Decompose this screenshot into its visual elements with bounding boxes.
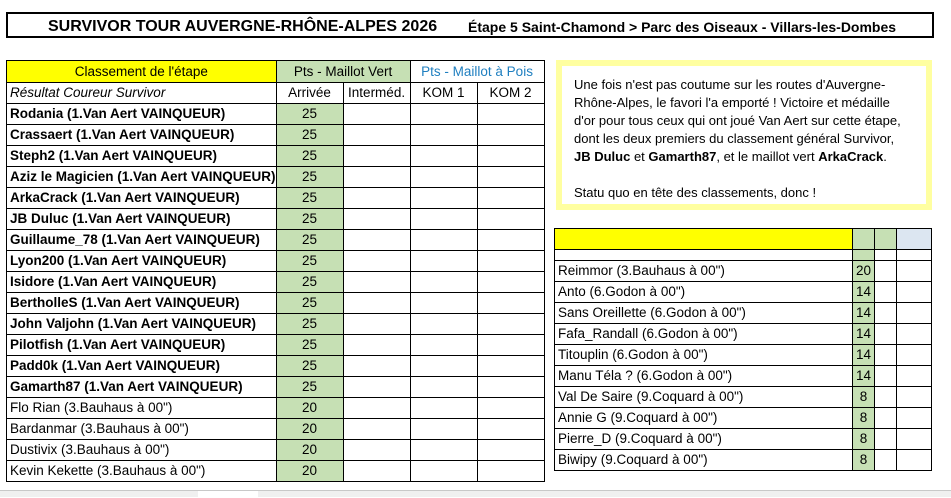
rider-name: Gamarth87 (1.Van Aert VAINQUEUR) — [7, 377, 277, 398]
empty-cell — [343, 356, 410, 377]
spacer-cell — [853, 250, 875, 261]
empty-cell — [897, 303, 932, 324]
empty-cell — [343, 461, 410, 482]
empty-cell — [343, 314, 410, 335]
rider-points: 25 — [276, 356, 343, 377]
table-row — [7, 419, 545, 440]
empty-cell — [477, 209, 544, 230]
empty-cell — [875, 345, 897, 366]
table-row — [7, 146, 545, 167]
empty-cell — [343, 440, 410, 461]
empty-cell — [410, 419, 477, 440]
empty-cell — [477, 440, 544, 461]
rider-points: 8 — [853, 429, 875, 450]
empty-cell — [343, 335, 410, 356]
empty-cell — [343, 188, 410, 209]
rider-points: 25 — [276, 125, 343, 146]
rider-name: Rodania (1.Van Aert VAINQUEUR) — [7, 104, 277, 125]
empty-cell — [477, 419, 544, 440]
rider-name: Bardanmar (3.Bauhaus à 00") — [7, 419, 277, 440]
empty-cell — [410, 230, 477, 251]
side-header-intermed — [875, 229, 897, 250]
table-row — [555, 387, 932, 408]
table-row — [7, 230, 545, 251]
rider-points: 25 — [276, 209, 343, 230]
rider-name: Sans Oreillette (6.Godon à 00") — [555, 303, 853, 324]
rider-points: 20 — [276, 461, 343, 482]
empty-cell — [410, 167, 477, 188]
comment-text-part: Une fois n'est pas coutume sur les routes d'Auvergne-Rhône-Alpes, le favori l'a emporté ! Victoire et médaille d'or pour tous ceux qui ont joué Van Aert sur cette étape, dont les deux premiers du classement général Survivor, — [574, 77, 901, 146]
table-row — [7, 293, 545, 314]
empty-cell — [477, 167, 544, 188]
spacer-cell — [875, 250, 897, 261]
empty-cell — [875, 366, 897, 387]
empty-cell — [410, 440, 477, 461]
side-spacer-row — [555, 250, 932, 261]
header-pts-pois: Pts - Maillot à Pois — [410, 61, 544, 83]
empty-cell — [477, 146, 544, 167]
comment-box — [556, 60, 932, 210]
empty-cell — [410, 188, 477, 209]
empty-cell — [343, 293, 410, 314]
comment-text-part: , et le maillot vert — [716, 149, 819, 164]
empty-cell — [875, 324, 897, 345]
empty-cell — [343, 251, 410, 272]
empty-cell — [343, 272, 410, 293]
table-row — [7, 335, 545, 356]
empty-cell — [343, 398, 410, 419]
rider-points: 20 — [853, 261, 875, 282]
empty-cell — [410, 314, 477, 335]
empty-cell — [410, 461, 477, 482]
continued-classification-table — [554, 228, 932, 471]
header-kom2: KOM 2 — [477, 83, 544, 104]
comment-highlight: Gamarth87 — [648, 149, 717, 164]
comment-highlight: ArkaCrack — [818, 149, 884, 164]
rider-points: 25 — [276, 188, 343, 209]
empty-cell — [410, 104, 477, 125]
rider-name: Dustivix (3.Bauhaus à 00") — [7, 440, 277, 461]
rider-name: Val De Saire (9.Coquard à 00") — [555, 387, 853, 408]
bottom-scroll-area — [0, 490, 951, 497]
table-row — [7, 104, 545, 125]
rider-points: 20 — [276, 398, 343, 419]
comment-paragraph — [574, 76, 914, 166]
rider-name: Lyon200 (1.Van Aert VAINQUEUR) — [7, 251, 277, 272]
rider-name: Aziz le Magicien (1.Van Aert VAINQUEUR) — [7, 167, 277, 188]
empty-cell — [343, 377, 410, 398]
rider-points: 25 — [276, 104, 343, 125]
rider-name: Manu Téla ? (6.Godon à 00") — [555, 366, 853, 387]
empty-cell — [343, 230, 410, 251]
rider-name: Flo Rian (3.Bauhaus à 00") — [7, 398, 277, 419]
empty-cell — [875, 429, 897, 450]
title-bar — [6, 12, 934, 38]
table-row — [7, 272, 545, 293]
rider-name: Fafa_Randall (6.Godon à 00") — [555, 324, 853, 345]
empty-cell — [897, 366, 932, 387]
rider-points: 25 — [276, 146, 343, 167]
rider-points: 8 — [853, 408, 875, 429]
header-arrivee: Arrivée — [276, 83, 343, 104]
rider-name: Pilotfish (1.Van Aert VAINQUEUR) — [7, 335, 277, 356]
rider-points: 25 — [276, 167, 343, 188]
rider-points: 25 — [276, 251, 343, 272]
empty-cell — [410, 209, 477, 230]
comment-highlight: JB Duluc — [574, 149, 631, 164]
empty-cell — [477, 314, 544, 335]
rider-name: John Valjohn (1.Van Aert VAINQUEUR) — [7, 314, 277, 335]
empty-cell — [897, 429, 932, 450]
table-row — [7, 377, 545, 398]
table-row — [7, 167, 545, 188]
side-header-kom — [897, 229, 932, 250]
empty-cell — [875, 450, 897, 471]
header-classement: Classement de l'étape — [7, 61, 277, 83]
rider-name: Biwipy (9.Coquard à 00") — [555, 450, 853, 471]
empty-cell — [477, 377, 544, 398]
empty-cell — [897, 408, 932, 429]
rider-points: 20 — [276, 419, 343, 440]
empty-cell — [410, 293, 477, 314]
empty-cell — [410, 272, 477, 293]
header-resultat: Résultat Coureur Survivor — [7, 83, 277, 104]
spacer-cell — [897, 250, 932, 261]
empty-cell — [477, 125, 544, 146]
table-row — [555, 450, 932, 471]
empty-cell — [897, 387, 932, 408]
empty-cell — [477, 398, 544, 419]
empty-cell — [477, 356, 544, 377]
table-row — [7, 251, 545, 272]
empty-cell — [897, 324, 932, 345]
header-intermed: Interméd. — [343, 83, 410, 104]
empty-cell — [343, 104, 410, 125]
empty-cell — [410, 356, 477, 377]
rider-points: 14 — [853, 282, 875, 303]
empty-cell — [410, 335, 477, 356]
rider-points: 25 — [276, 377, 343, 398]
rider-name: Padd0k (1.Van Aert VAINQUEUR) — [7, 356, 277, 377]
empty-cell — [477, 230, 544, 251]
empty-cell — [343, 419, 410, 440]
rider-name: Guillaume_78 (1.Van Aert VAINQUEUR) — [7, 230, 277, 251]
empty-cell — [875, 282, 897, 303]
comment-text — [562, 66, 926, 204]
side-header-pts — [853, 229, 875, 250]
empty-cell — [410, 251, 477, 272]
table-header-row — [7, 61, 545, 83]
empty-cell — [477, 251, 544, 272]
empty-cell — [897, 345, 932, 366]
stage-classification-table — [6, 60, 545, 482]
empty-cell — [875, 408, 897, 429]
page-title: SURVIVOR TOUR AUVERGNE-RHÔNE-ALPES 2026 — [48, 18, 438, 35]
side-header-name — [555, 229, 853, 250]
empty-cell — [875, 261, 897, 282]
rider-name: Isidore (1.Van Aert VAINQUEUR) — [7, 272, 277, 293]
rider-name: Annie G (9.Coquard à 00") — [555, 408, 853, 429]
side-header-row — [555, 229, 932, 250]
empty-cell — [477, 104, 544, 125]
rider-name: Kevin Kekette (3.Bauhaus à 00") — [7, 461, 277, 482]
empty-cell — [477, 293, 544, 314]
rider-name: Crassaert (1.Van Aert VAINQUEUR) — [7, 125, 277, 146]
rider-points: 25 — [276, 335, 343, 356]
spacer-cell — [555, 250, 853, 261]
rider-points: 14 — [853, 345, 875, 366]
rider-name: Anto (6.Godon à 00") — [555, 282, 853, 303]
empty-cell — [897, 282, 932, 303]
rider-name: JB Duluc (1.Van Aert VAINQUEUR) — [7, 209, 277, 230]
rider-points: 25 — [276, 230, 343, 251]
rider-points: 20 — [276, 440, 343, 461]
table-row — [555, 366, 932, 387]
table-row — [555, 408, 932, 429]
rider-name: Pierre_D (9.Coquard à 00") — [555, 429, 853, 450]
empty-cell — [875, 303, 897, 324]
rider-points: 8 — [853, 450, 875, 471]
rider-name: Titouplin (6.Godon à 00") — [555, 345, 853, 366]
empty-cell — [410, 146, 477, 167]
empty-cell — [343, 209, 410, 230]
empty-cell — [410, 125, 477, 146]
empty-cell — [875, 387, 897, 408]
table-subheader-row — [7, 83, 545, 104]
empty-cell — [477, 335, 544, 356]
empty-cell — [343, 125, 410, 146]
table-row — [7, 209, 545, 230]
rider-points: 25 — [276, 314, 343, 335]
rider-name: Steph2 (1.Van Aert VAINQUEUR) — [7, 146, 277, 167]
table-row — [7, 356, 545, 377]
rider-name: ArkaCrack (1.Van Aert VAINQUEUR) — [7, 188, 277, 209]
empty-cell — [477, 188, 544, 209]
empty-cell — [410, 377, 477, 398]
empty-cell — [343, 167, 410, 188]
empty-cell — [477, 272, 544, 293]
rider-points: 14 — [853, 324, 875, 345]
rider-points: 8 — [853, 387, 875, 408]
comment-text-part: . — [883, 149, 887, 164]
table-row — [555, 345, 932, 366]
rider-points: 25 — [276, 293, 343, 314]
empty-cell — [410, 398, 477, 419]
header-kom1: KOM 1 — [410, 83, 477, 104]
table-row — [7, 125, 545, 146]
empty-cell — [897, 450, 932, 471]
comment-text-part: et — [630, 149, 649, 164]
table-row — [7, 461, 545, 482]
empty-cell — [477, 461, 544, 482]
table-row — [555, 282, 932, 303]
table-row — [555, 261, 932, 282]
empty-cell — [897, 261, 932, 282]
rider-name: Reimmor (3.Bauhaus à 00") — [555, 261, 853, 282]
rider-name: BertholleS (1.Van Aert VAINQUEUR) — [7, 293, 277, 314]
header-pts-vert: Pts - Maillot Vert — [276, 61, 410, 83]
rider-points: 14 — [853, 303, 875, 324]
comment-paragraph: Statu quo en tête des classements, donc ! — [574, 185, 817, 200]
stage-title: Étape 5 Saint-Chamond > Parc des Oiseaux - Villars-les-Dombes — [468, 19, 897, 35]
paragraph-gap — [574, 166, 914, 184]
table-row — [7, 188, 545, 209]
table-row — [7, 314, 545, 335]
empty-cell — [343, 146, 410, 167]
table-row — [7, 398, 545, 419]
table-row — [555, 324, 932, 345]
rider-points: 25 — [276, 272, 343, 293]
table-row — [555, 429, 932, 450]
rider-points: 14 — [853, 366, 875, 387]
table-row — [555, 303, 932, 324]
table-row — [7, 440, 545, 461]
